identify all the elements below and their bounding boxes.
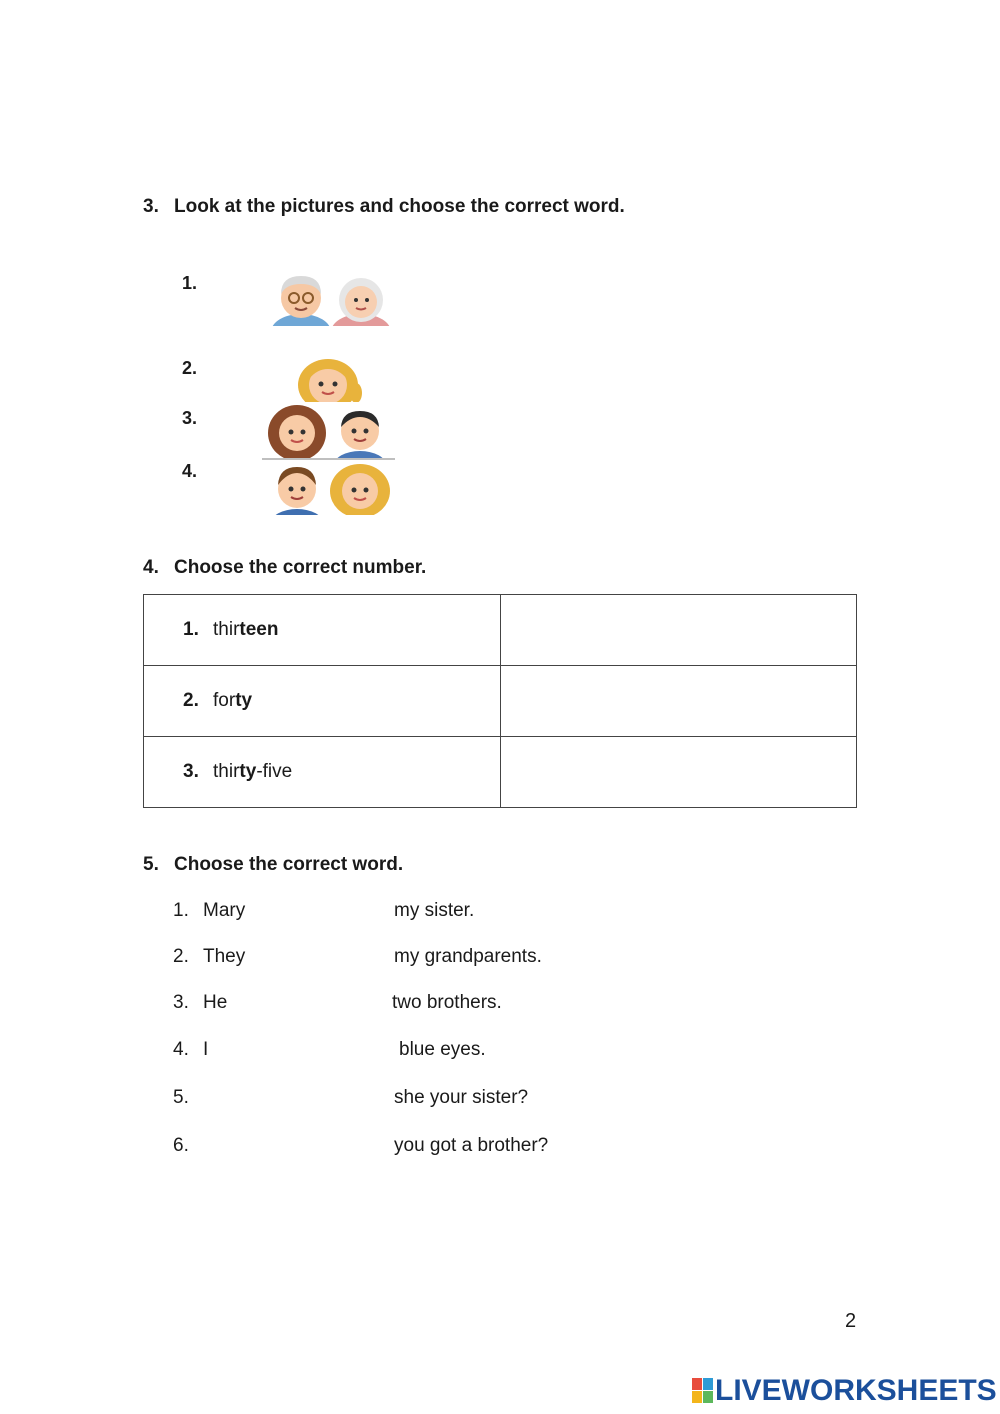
- number-word-cell: [144, 737, 501, 808]
- sentence-1-blank[interactable]: [262, 898, 386, 924]
- row-number: 1.: [183, 619, 199, 640]
- sentence-1-end: my sister.: [394, 900, 475, 921]
- mum-and-dad-picture: [262, 403, 395, 458]
- answer-cell[interactable]: [501, 737, 857, 808]
- section-3-number: 3.: [143, 196, 159, 217]
- word-plain: thir: [213, 619, 240, 640]
- picture-divider: [262, 458, 395, 460]
- word-bold: ty: [239, 761, 257, 782]
- section-3-title: Look at the pictures and choose the correct word.: [174, 196, 625, 217]
- number-word: [213, 619, 278, 641]
- word-tail: -five: [256, 761, 293, 782]
- section-5-number: 5.: [143, 854, 159, 875]
- row-number: 2.: [183, 690, 199, 711]
- sentence-4-label: 4.: [173, 1039, 189, 1060]
- number-word-cell: [144, 595, 501, 666]
- liveworksheets-logo-icon: [692, 1378, 714, 1404]
- number-word-cell: [144, 666, 501, 737]
- sentence-3-blank[interactable]: [262, 990, 384, 1016]
- picture-item-4-label: 4.: [182, 461, 198, 481]
- sentence-4-blank[interactable]: [262, 1037, 392, 1063]
- sentence-4-end: blue eyes.: [399, 1039, 486, 1060]
- answer-cell[interactable]: [501, 595, 857, 666]
- number-word: [213, 690, 252, 712]
- liveworksheets-logo[interactable]: [692, 1374, 997, 1408]
- girl-picture: [261, 355, 395, 402]
- sentence-3-start: He: [203, 992, 228, 1013]
- picture-item-3-label: 3.: [182, 408, 198, 428]
- row-number: 3.: [183, 761, 199, 782]
- word-plain: thir: [213, 761, 240, 782]
- sentence-3-label: 3.: [173, 992, 189, 1013]
- sentence-6-end: you got a brother?: [394, 1135, 549, 1156]
- table-row: [144, 737, 857, 808]
- word-bold: teen: [239, 619, 279, 640]
- number-table: [143, 594, 857, 808]
- liveworksheets-logo-text: LIVEWORKSHEETS: [715, 1374, 997, 1407]
- section-4-title: Choose the correct number.: [174, 557, 427, 578]
- sentence-4-start: I: [203, 1039, 209, 1060]
- sentence-5-blank[interactable]: [203, 1085, 386, 1111]
- table-row: [144, 595, 857, 666]
- sentence-2-start: They: [203, 946, 246, 967]
- sentence-5-label: 5.: [173, 1087, 189, 1108]
- sentence-6-label: 6.: [173, 1135, 189, 1156]
- sentence-2-label: 2.: [173, 946, 189, 967]
- section-5-heading: [143, 854, 743, 878]
- sentence-1-label: 1.: [173, 900, 189, 921]
- answer-cell[interactable]: [501, 666, 857, 737]
- grandparents-picture: [264, 270, 398, 326]
- brother-and-sister-picture: [262, 461, 395, 515]
- sentence-6-blank[interactable]: [203, 1133, 386, 1159]
- sentence-2-end: my grandparents.: [394, 946, 542, 967]
- number-word: [213, 761, 292, 783]
- section-4-number: 4.: [143, 557, 159, 578]
- word-bold: ty: [235, 690, 253, 711]
- sentence-5-end: she your sister?: [394, 1087, 529, 1108]
- sentence-1-start: Mary: [203, 900, 246, 921]
- section-3-heading: [143, 196, 743, 220]
- section-4-heading: [143, 557, 743, 581]
- sentence-2-blank[interactable]: [262, 944, 386, 970]
- picture-item-2-label: 2.: [182, 358, 198, 378]
- sentence-3-end: two brothers.: [392, 992, 502, 1013]
- section-5-title: Choose the correct word.: [174, 854, 404, 875]
- page-number: 2: [845, 1310, 857, 1332]
- picture-item-1-label: 1.: [182, 273, 198, 293]
- word-plain: for: [213, 690, 236, 711]
- table-row: [144, 666, 857, 737]
